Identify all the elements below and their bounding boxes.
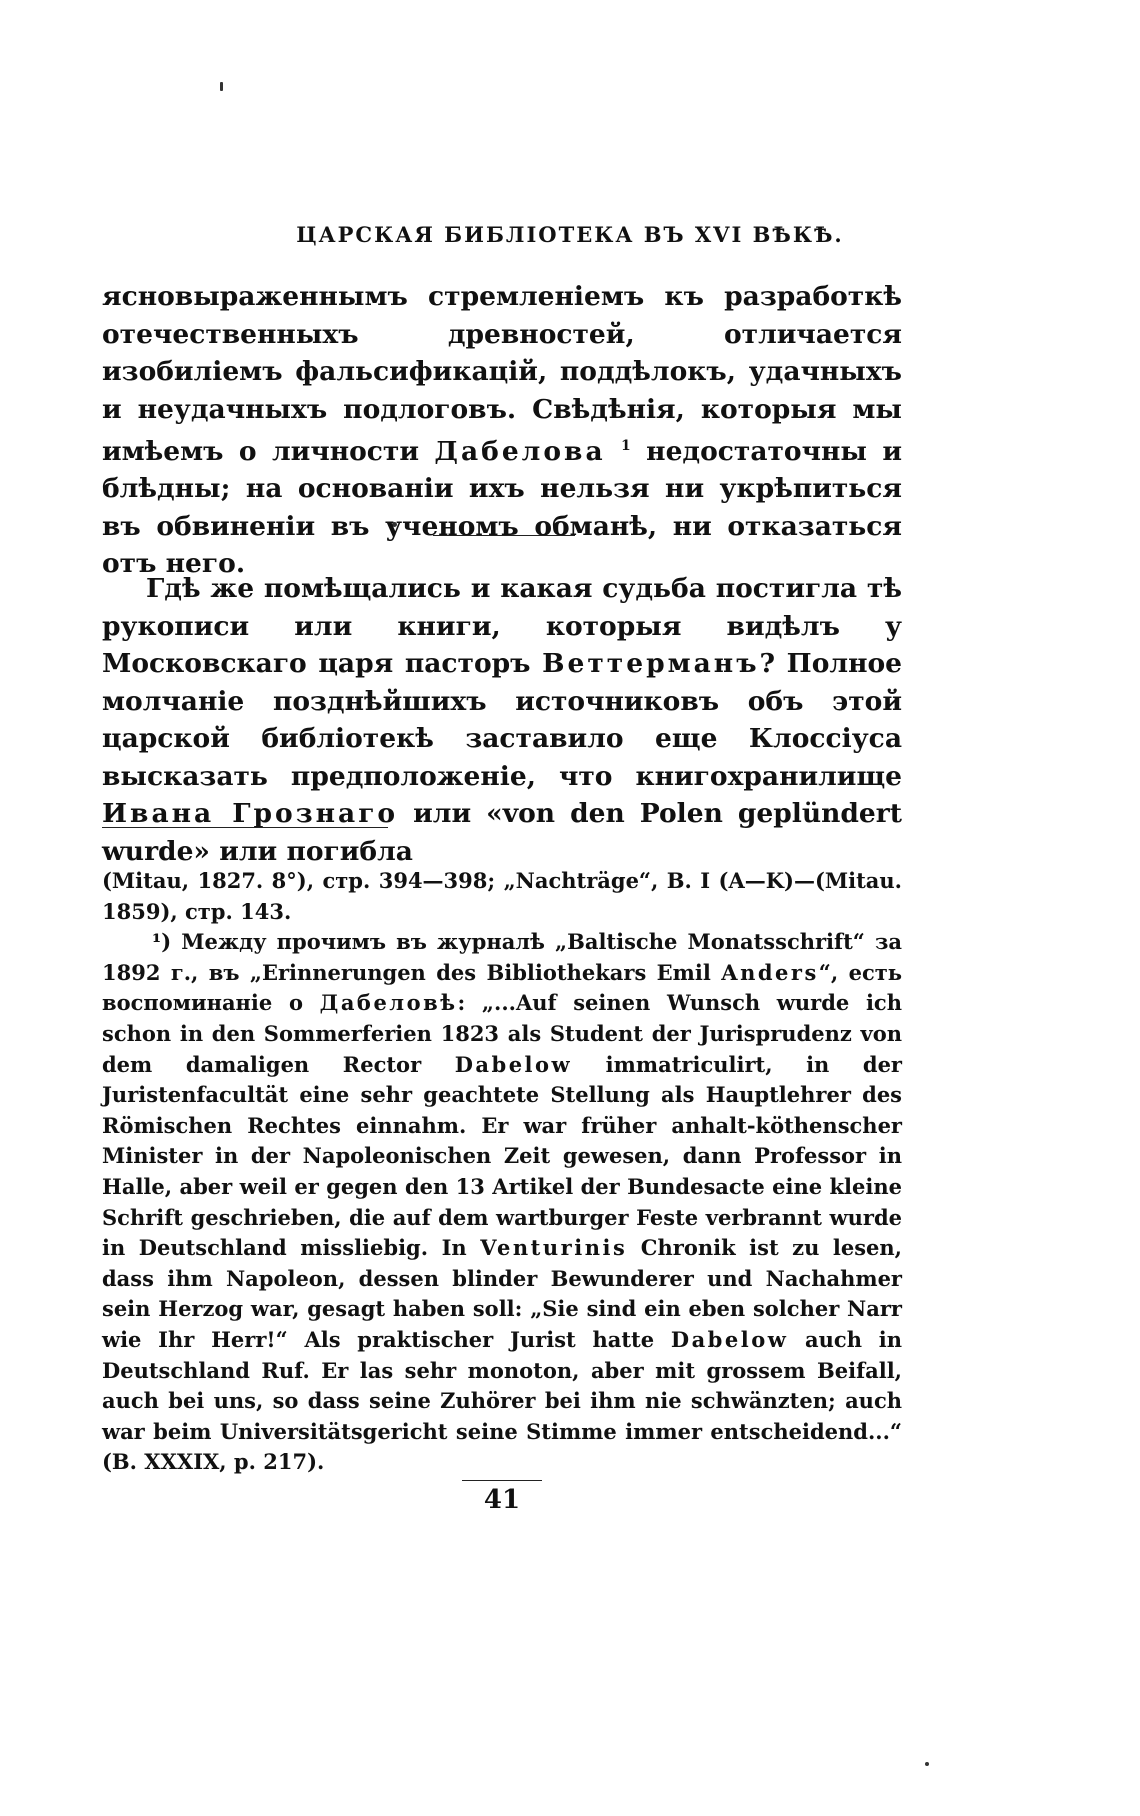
paragraph-2-text-b: ? Полное молчаніе позднѣйшихъ источниковъ объ этой царской библіотекѣ заставило еще Клоссіуса высказать предположеніе, что книгохранилище (102, 648, 902, 792)
footnote-1-mark: ¹) (152, 929, 172, 955)
footnote-1-text-f: auch in Deutschland Ruf. Er las sehr monoton, aber mit grossem Beifall, auch bei uns, so dass seine Zuhörer bei ihm nie schwänzten; auch war beim Universitätsgericht seine Stimme immer entscheidend...“ (B. XXXIX, p. 217). (102, 1326, 902, 1475)
name-dabelov: Дабелова (434, 435, 606, 467)
name-dabelow-2: Dabelow (670, 1326, 789, 1352)
section-divider (433, 535, 575, 536)
name-anders: Anders (721, 959, 819, 985)
page-number: 41 (462, 1480, 542, 1515)
running-head: ЦАРСКАЯ БИБЛІОТЕКА ВЪ XVI ВѢКѢ. (296, 222, 844, 247)
paragraph-2-text-c: или «von den Polen geplündert wurde» или погибла (102, 798, 902, 867)
name-ivan-grozny: Ивана Грознаго (102, 798, 399, 829)
footnote-1-text-c: : „...Auf seinen Wunsch wurde ich schon in den Sommerferien 1823 als Student der Jurisprudenz von dem damaligen Rector (102, 990, 902, 1077)
ink-speck (220, 82, 223, 91)
name-wetterman: Веттерманъ (542, 648, 760, 679)
name-dabelow: Dabelow (454, 1051, 573, 1077)
footnote-1-text-e: Chronik ist zu lesen, dass ihm Napoleon, dessen blinder Bewunderer und Nachahmer sein Herzog war, gesagt haben soll: „Sie sind ein eben solcher Narr wie Ihr Herr!“ Als praktischer Jurist hatte (102, 1235, 902, 1352)
paragraph-2 (102, 570, 902, 870)
paragraph-1 (102, 278, 902, 583)
footnotes (102, 866, 902, 1478)
footnote-separator (102, 827, 388, 828)
footnote-1-text-b: “, есть воспоминаніе о (102, 959, 902, 1016)
paragraph-2-text-a: Гдѣ же помѣщались и какая судьба постигла тѣ рукописи или книги, которыя видѣлъ у Московскаго царя пасторъ (102, 573, 902, 679)
footnote-1 (102, 927, 902, 1478)
name-venturinis: Venturinis (480, 1235, 628, 1261)
ink-speck (925, 1762, 929, 1766)
footnote-1-text-a: Между прочимъ въ журналѣ „Baltische Monatsschrift“ за 1892 г., въ „Erinnerungen des Bibliothekars Emil (102, 929, 902, 985)
paragraph-1-text-a: ясновыраженнымъ стремленіемъ къ разработкѣ отечественныхъ древностей, отличается изобиліемъ фальсификацій, поддѣлокъ, удачныхъ и неудачныхъ подлоговъ. Свѣдѣнія, которыя мы имѣемъ о личности (102, 281, 902, 467)
name-dabelove: Дабеловѣ (319, 990, 458, 1016)
paragraph-1-text-b: недостаточны и блѣдны; на основаніи ихъ нельзя ни укрѣпиться въ обвиненіи въ ученомъ обманѣ, ни отказаться отъ него. (102, 435, 902, 580)
footnote-reference-1: 1 (621, 438, 631, 454)
footnote-continuation: (Mitau, 1827. 8°), стр. 394—398; „Nachträge“, B. I (A—K)—(Mitau. 1859), стр. 143. (102, 868, 902, 924)
footnote-1-text-d: immatriculirt, in der Juristenfacultät eine sehr geachtete Stellung als Hauptlehrer des Römischen Rechtes einnahm. Er war früher anhalt-köthenscher Minister in der Napoleonischen Zeit gewesen, dann Professor in Halle, aber weil er gegen den 13 Artikel der Bundesacte eine kleine Schrift geschrieben, die auf dem wartburger Feste verbrannt wurde in Deutschland missliebig. In (102, 1051, 902, 1261)
